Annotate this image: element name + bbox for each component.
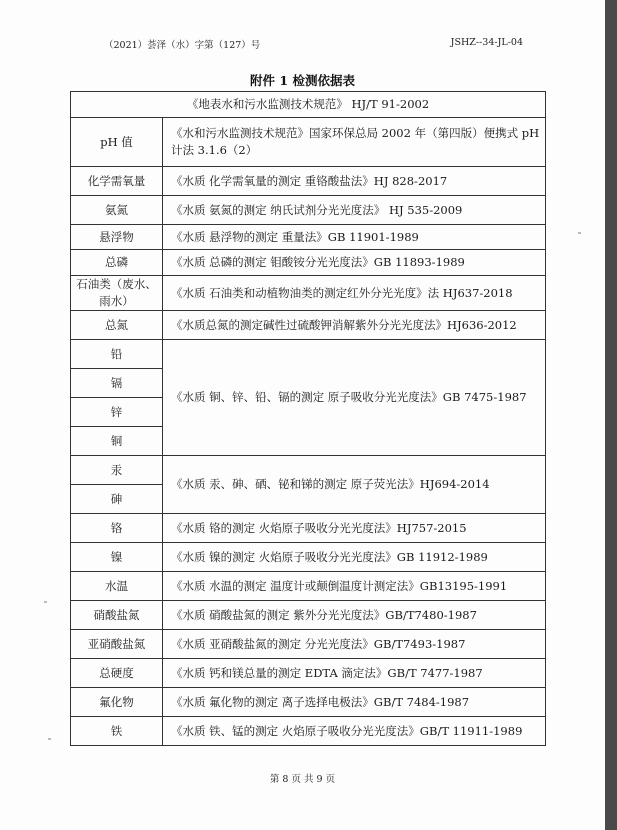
item-cell: 氨氮 [71,196,163,225]
method-cell: 《水质 亚硝酸盐氮的测定 分光光度法》GB/T7493-1987 [163,630,546,659]
method-cell: 《水质 化学需氧量的测定 重铬酸盐法》HJ 828-2017 [163,167,546,196]
document-number: （2021）荟泽（水）字第（127）号 [104,40,261,51]
item-cell: 铁 [71,717,163,746]
table-row [71,250,546,276]
table-row [71,276,546,311]
method-cell: 《水质 钙和镁总量的测定 EDTA 滴定法》GB/T 7477-1987 [163,659,546,688]
method-cell: 《水质 氨氮的测定 纳氏试剂分光光度法》 HJ 535-2009 [163,196,546,225]
table-row [71,717,546,746]
method-cell: 《水质 悬浮物的测定 重量法》GB 11901-1989 [163,225,546,250]
item-cell: 石油类（废水、雨水） [71,276,163,311]
item-cell: 亚硝酸盐氮 [71,630,163,659]
table-row [71,543,546,572]
item-cell: 镉 [71,369,163,398]
item-cell: 总硬度 [71,659,163,688]
item-cell: 锌 [71,398,163,427]
method-cell: 《水质 镍的测定 火焰原子吸收分光光度法》GB 11912-1989 [163,543,546,572]
item-cell: 汞 [71,456,163,485]
method-cell: 《水质 总磷的测定 钼酸铵分光光度法》GB 11893-1989 [163,250,546,276]
method-cell: 《水质 铜、锌、铅、镉的测定 原子吸收分光光度法》GB 7475-1987 [163,340,546,456]
item-cell: 砷 [71,485,163,514]
table-row [71,340,546,369]
item-cell: 铅 [71,340,163,369]
table-row [71,659,546,688]
scan-speck [48,738,51,740]
item-cell: 硝酸盐氮 [71,601,163,630]
method-cell: 《水质 硝酸盐氮的测定 紫外分光光度法》GB/T7480-1987 [163,601,546,630]
page-edge-shadow [605,0,617,830]
table-row [71,572,546,601]
item-cell: 总磷 [71,250,163,276]
method-cell: 《水质 氟化物的测定 离子选择电极法》GB/T 7484-1987 [163,688,546,717]
table-row [71,196,546,225]
item-cell: 氟化物 [71,688,163,717]
method-cell: 《水质 铁、锰的测定 火焰原子吸收分光光度法》GB/T 11911-1989 [163,717,546,746]
table-row [71,514,546,543]
basis-table [70,91,546,746]
page-footer: 第 8 页 共 9 页 [269,774,336,785]
table-row [71,225,546,250]
item-cell: pH 值 [71,118,163,167]
method-cell: 《水质 汞、砷、硒、铋和锑的测定 原子荧光法》HJ694-2014 [163,456,546,514]
method-cell: 《水质 石油类和动植物油类的测定红外分光光度》法 HJ637-2018 [163,276,546,311]
item-cell: 铜 [71,427,163,456]
method-cell: 《水质总氮的测定碱性过硫酸钾消解紫外分光光度法》HJ636-2012 [163,311,546,340]
method-cell: 《水和污水监测技术规范》国家环保总局 2002 年（第四版）便携式 pH 计法 3.1.6（2） [163,118,546,167]
table-row [71,167,546,196]
standard-reference-cell: 《地表水和污水监测技术规范》 HJ/T 91-2002 [71,92,546,118]
table-header-row [71,92,546,118]
item-cell: 铬 [71,514,163,543]
item-cell: 化学需氧量 [71,167,163,196]
method-cell: 《水质 水温的测定 温度计或颠倒温度计测定法》GB13195-1991 [163,572,546,601]
item-cell: 悬浮物 [71,225,163,250]
table-row [71,688,546,717]
scan-speck [578,232,581,234]
document-code: JSHZ--34-JL-04 [450,37,523,48]
table-row [71,601,546,630]
method-cell: 《水质 铬的测定 火焰原子吸收分光光度法》HJ757-2015 [163,514,546,543]
table-row [71,456,546,485]
scan-speck [44,601,47,603]
page-title: 附件 1 检测依据表 [250,73,355,88]
item-cell: 镍 [71,543,163,572]
item-cell: 水温 [71,572,163,601]
item-cell: 总氮 [71,311,163,340]
table-row [71,630,546,659]
table-row [71,118,546,167]
table-row [71,311,546,340]
